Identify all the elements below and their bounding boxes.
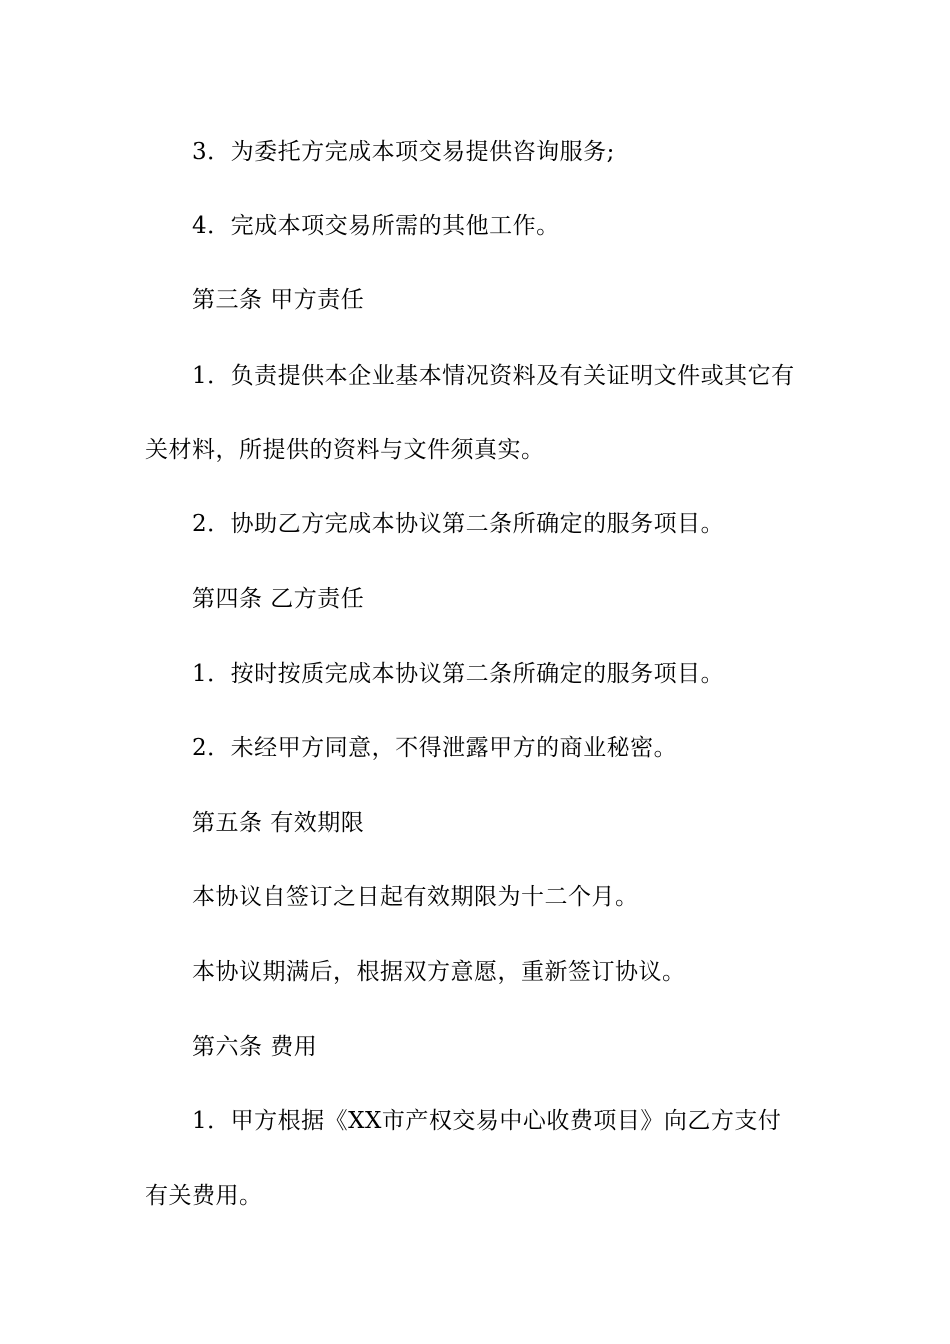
article-5-renewal: 本协议期满后，根据双方意愿，重新签订协议。	[192, 959, 686, 985]
article-3-item-2: 2．协助乙方完成本协议第二条所确定的服务项目。	[192, 511, 725, 537]
article-6-item-1-continued: 有关费用。	[145, 1183, 263, 1209]
article-3-item-1: 1．负责提供本企业基本情况资料及有关证明文件或其它有	[192, 363, 795, 389]
item-3-consulting: 3．为委托方完成本项交易提供咨询服务;	[192, 139, 615, 165]
article-6-item-1: 1．甲方根据《XX市产权交易中心收费项目》向乙方支付	[192, 1108, 782, 1134]
article-5-term: 本协议自签订之日起有效期限为十二个月。	[192, 884, 639, 910]
article-4-item-2: 2．未经甲方同意，不得泄露甲方的商业秘密。	[192, 735, 678, 761]
item-4-other-work: 4．完成本项交易所需的其他工作。	[192, 213, 560, 239]
article-6-heading: 第六条 费用	[192, 1034, 318, 1060]
article-5-heading: 第五条 有效期限	[192, 810, 365, 836]
article-3-heading: 第三条 甲方责任	[192, 287, 365, 313]
article-4-heading: 第四条 乙方责任	[192, 586, 365, 612]
article-4-item-1: 1．按时按质完成本协议第二条所确定的服务项目。	[192, 661, 725, 687]
article-3-item-1-continued: 关材料，所提供的资料与文件须真实。	[145, 437, 545, 463]
